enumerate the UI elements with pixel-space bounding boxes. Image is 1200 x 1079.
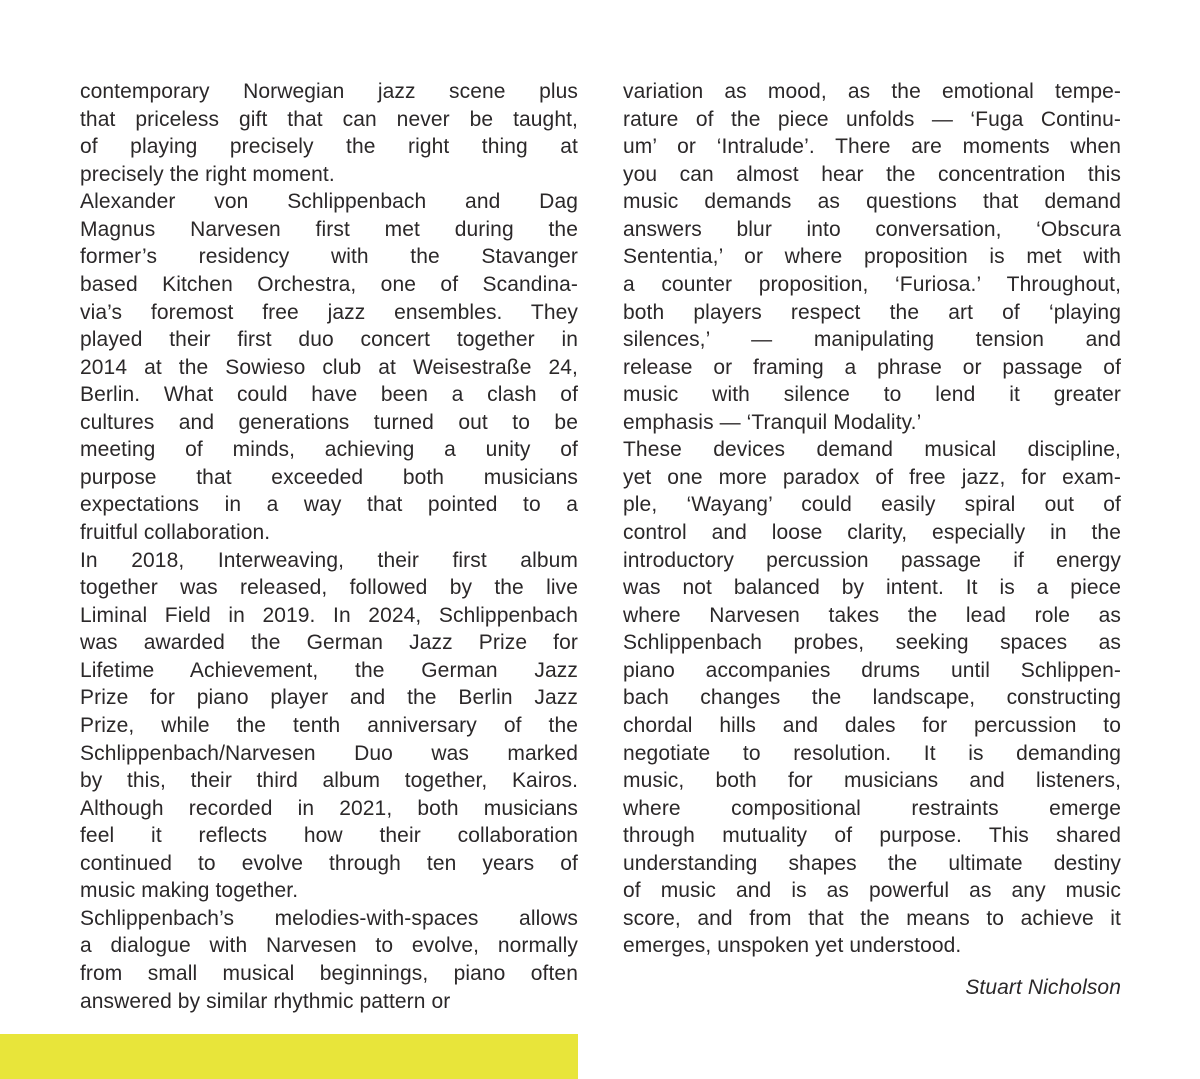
- text-line: piano accompanies drums until Schlippen-: [623, 658, 1121, 682]
- text-line: Liminal Field in 2019. In 2024, Schlippenbach: [80, 603, 578, 627]
- text-line: a dialogue with Narvesen to evolve, normally: [80, 934, 578, 958]
- text-line: a counter proposition, ‘Furiosa.’ Throughout,: [623, 272, 1121, 296]
- text-line: um’ or ‘Intralude’. There are moments when: [623, 135, 1121, 159]
- text-line: was not balanced by intent. It is a piece: [623, 576, 1121, 600]
- text-line: negotiate to resolution. It is demanding: [623, 741, 1121, 765]
- text-line: yet one more paradox of free jazz, for exam-: [623, 465, 1121, 489]
- text-line: from small musical beginnings, piano often: [80, 962, 578, 985]
- text-line: silences,’ — manipulating tension and: [623, 328, 1121, 352]
- text-line: precisely the right moment.: [80, 162, 335, 186]
- text-line: variation as mood, as the emotional tempe-: [623, 80, 1121, 103]
- text-line: based Kitchen Orchestra, one of Scandina-: [80, 272, 578, 296]
- text-line: Schlippenbach/Narvesen Duo was marked: [80, 741, 578, 765]
- text-line: answers blur into conversation, ‘Obscura: [623, 217, 1121, 241]
- text-line: expectations in a way that pointed to a: [80, 493, 578, 517]
- text-line: of music and is as powerful as any music: [623, 879, 1121, 903]
- text-line: music making together.: [80, 879, 299, 903]
- text-line: Alexander von Schlippenbach and Dag: [80, 190, 578, 214]
- text-line: that priceless gift that can never be taught,: [80, 107, 578, 131]
- right-column: [623, 78, 1121, 1015]
- text-line: played their first duo concert together in: [80, 328, 578, 352]
- text-line: score, and from that the means to achieve it: [623, 906, 1121, 930]
- text-line: feel it reflects how their collaboration: [80, 824, 578, 848]
- text-line: Prize for piano player and the Berlin Jazz: [80, 686, 578, 710]
- text-line: bach changes the landscape, constructing: [623, 686, 1121, 710]
- text-columns: [80, 78, 1121, 1015]
- text-line: contemporary Norwegian jazz scene plus: [80, 80, 578, 103]
- text-line: together was released, followed by the live: [80, 576, 578, 600]
- text-line: former’s residency with the Stavanger: [80, 245, 578, 269]
- text-line: ple, ‘Wayang’ could easily spiral out of: [623, 493, 1121, 517]
- text-line: was awarded the German Jazz Prize for: [80, 631, 578, 655]
- text-line: Although recorded in 2021, both musicians: [80, 796, 578, 820]
- text-line: where compositional restraints emerge: [623, 796, 1121, 820]
- text-line: Sententia,’ or where proposition is met with: [623, 245, 1121, 269]
- text-line: music demands as questions that demand: [623, 190, 1121, 214]
- text-line: understanding shapes the ultimate destiny: [623, 851, 1121, 875]
- right-column-text: [623, 78, 1121, 960]
- text-line: both players respect the art of ‘playing: [623, 300, 1121, 324]
- text-line: of playing precisely the right thing at: [80, 135, 578, 159]
- author-signature: Stuart Nicholson: [965, 976, 1121, 999]
- text-line: These devices demand musical discipline,: [623, 438, 1121, 462]
- text-line: emphasis — ‘Tranquil Modality.’: [623, 410, 922, 434]
- text-line: emerges, unspoken yet understood.: [623, 934, 962, 958]
- text-line: via’s foremost free jazz ensembles. They: [80, 300, 578, 324]
- text-line: Lifetime Achievement, the German Jazz: [80, 658, 578, 682]
- text-line: Prize, while the tenth anniversary of the: [80, 713, 578, 737]
- text-line: Berlin. What could have been a clash of: [80, 383, 578, 407]
- text-line: release or framing a phrase or passage of: [623, 355, 1121, 379]
- text-line: Schlippenbach probes, seeking spaces as: [623, 631, 1121, 655]
- text-line: music, both for musicians and listeners,: [623, 769, 1121, 793]
- text-line: you can almost hear the concentration this: [623, 162, 1121, 186]
- text-line: In 2018, Interweaving, their first album: [80, 548, 578, 572]
- yellow-accent-bar: [0, 1034, 578, 1079]
- text-line: meeting of minds, achieving a unity of: [80, 438, 578, 462]
- left-column: [80, 78, 578, 1015]
- text-line: music with silence to lend it greater: [623, 383, 1121, 407]
- text-line: introductory percussion passage if energy: [623, 548, 1121, 572]
- text-line: purpose that exceeded both musicians: [80, 465, 578, 489]
- text-line: chordal hills and dales for percussion to: [623, 713, 1121, 737]
- text-line: where Narvesen takes the lead role as: [623, 603, 1121, 627]
- text-line: fruitful collaboration.: [80, 521, 271, 544]
- text-line: answered by similar rhythmic pattern or: [80, 989, 451, 1013]
- text-line: Magnus Narvesen first met during the: [80, 217, 578, 241]
- text-line: through mutuality of purpose. This shared: [623, 824, 1121, 848]
- text-line: 2014 at the Sowieso club at Weisestraße 24,: [80, 355, 578, 379]
- text-line: cultures and generations turned out to be: [80, 410, 578, 434]
- text-line: continued to evolve through ten years of: [80, 851, 578, 875]
- text-line: by this, their third album together, Kairos.: [80, 769, 578, 793]
- text-line: control and loose clarity, especially in the: [623, 521, 1121, 544]
- text-line: rature of the piece unfolds — ‘Fuga Continu-: [623, 107, 1121, 131]
- text-line: Schlippenbach’s melodies-with-spaces allows: [80, 906, 578, 930]
